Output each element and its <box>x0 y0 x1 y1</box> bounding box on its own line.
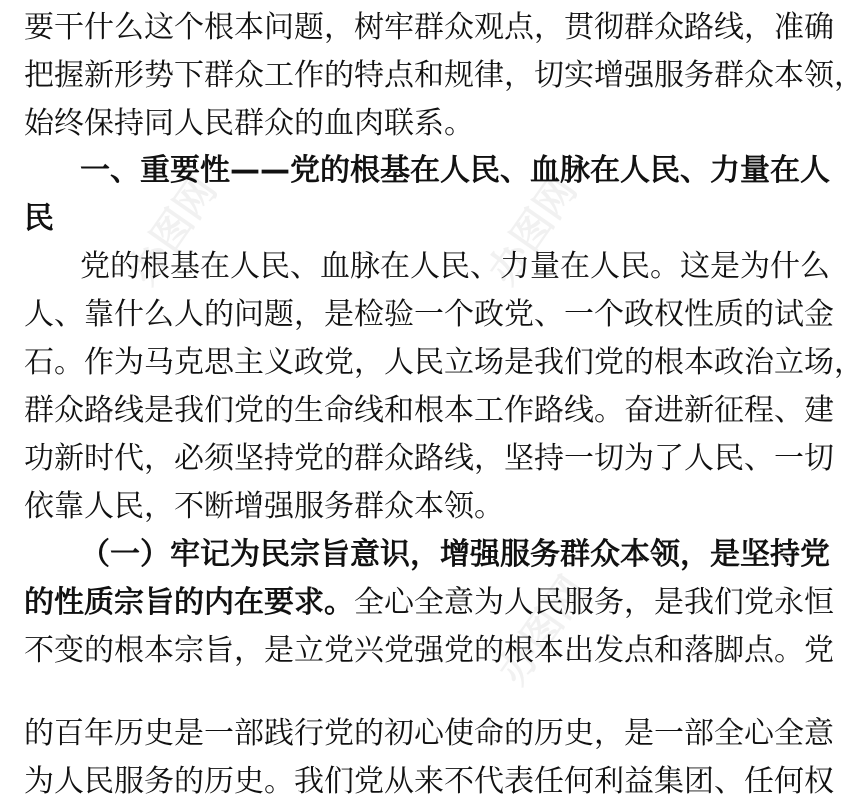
watermark-logo: 办图网 <box>479 168 587 293</box>
mixed-text-line <box>24 579 834 627</box>
body-text-line: 始终保持同人民群众的血肉联系。 <box>24 106 474 141</box>
body-text-line: 的百年历史是一部践行党的初心使命的历史，是一部全心全意 <box>24 716 834 751</box>
body-text-line: 把握新形势下群众工作的特点和规律，切实增强服务群众本领， <box>24 58 864 93</box>
subsection-heading: （一）牢记为民宗旨意识，增强服务群众本领，是坚持党 <box>80 537 830 572</box>
body-text-line: 要干什么这个根本问题，树牢群众观点，贯彻群众路线，准确 <box>24 10 834 45</box>
section-heading-continued: 民 <box>24 201 54 236</box>
body-text-span: 全心全意为人民服务，是我们党永恒 <box>354 585 834 620</box>
section-heading: 一、重要性——党的根基在人民、血脉在人民、力量在人 <box>80 153 830 188</box>
subsection-heading-end: 的性质宗旨的内在要求。 <box>24 585 354 620</box>
body-text-line: 为人民服务的历史。我们党从来不代表任何利益集团、任何权 <box>24 764 834 799</box>
body-text-line: 群众路线是我们党的生命线和根本工作路线。奋进新征程、建 <box>24 393 834 428</box>
body-text-line: 功新时代，必须坚持党的群众路线，坚持一切为了人民、一切 <box>24 441 834 476</box>
body-text-line: 依靠人民，不断增强服务群众本领。 <box>24 489 504 524</box>
body-text-line: 石。作为马克思主义政党，人民立场是我们党的根本政治立场， <box>24 345 864 380</box>
body-text-line: 党的根基在人民、血脉在人民、力量在人民。这是为什么 <box>80 249 830 284</box>
watermark-logo: 办图网 <box>119 168 227 293</box>
body-text-line: 不变的根本宗旨，是立党兴党强党的根本出发点和落脚点。党 <box>24 633 834 668</box>
watermark-logo: 办图网 <box>489 568 597 693</box>
body-text-line: 人、靠什么人的问题，是检验一个政党、一个政权性质的试金 <box>24 297 834 332</box>
